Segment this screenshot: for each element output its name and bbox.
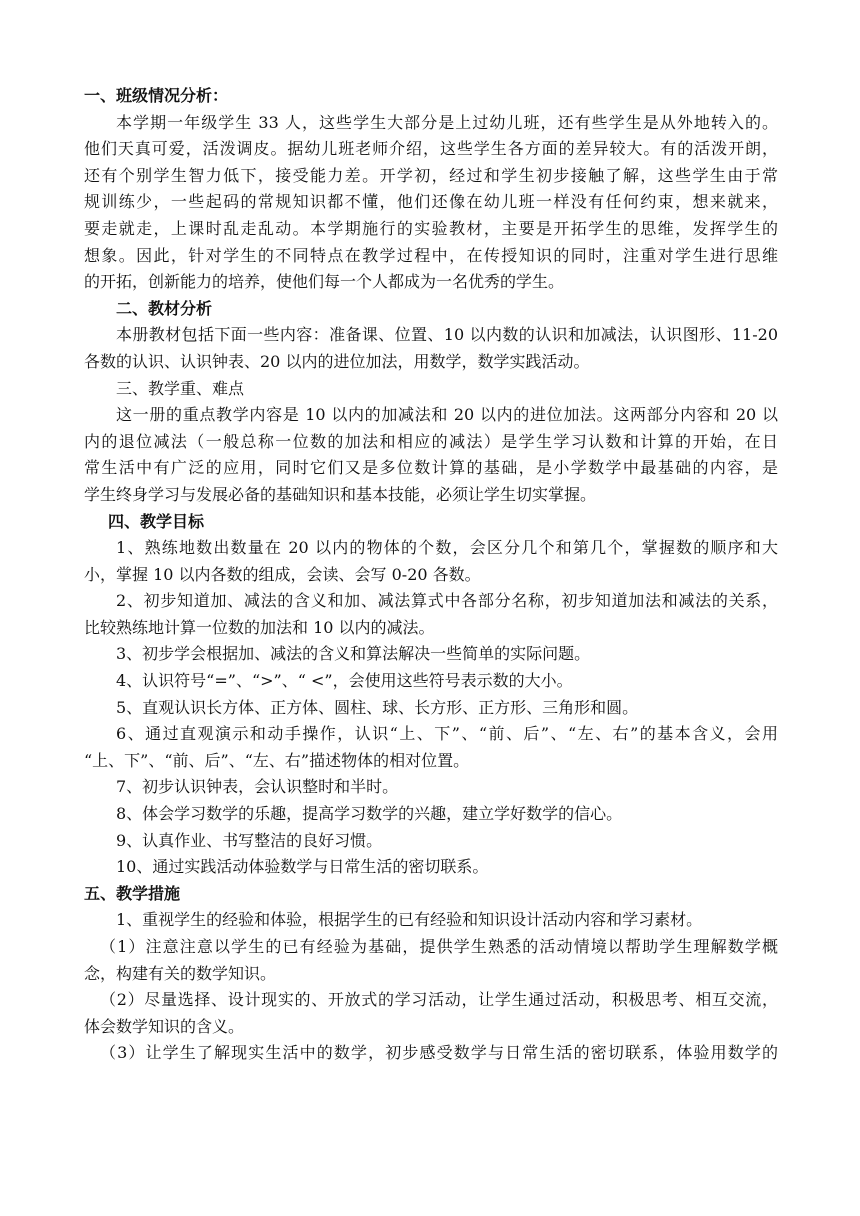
section-heading: 四、教学目标 xyxy=(108,511,205,531)
text-line: 8、体会学习数学的乐趣，提高学习数学的兴趣，建立学好数学的信心。 xyxy=(116,804,623,824)
text-line: 7、初步认识钟表，会认识整时和半时。 xyxy=(116,777,399,797)
text-line: 还有个别学生智力低下，接受能力差。开学初，经过和学生初步接触了解，这些学生由于常 xyxy=(84,165,778,185)
text-line: 5、直观认识长方体、正方体、圆柱、球、长方形、正方形、三角形和圆。 xyxy=(116,697,639,717)
text-line: 本学期一年级学生 33 人，这些学生大部分是上过幼儿班，还有些学生是从外地转入的。 xyxy=(116,112,778,132)
text-line: 这一册的重点教学内容是 10 以内的加减法和 20 以内的进位加法。这两部分内容和 20 以 xyxy=(116,405,778,425)
text-line: 小，掌握 10 以内各数的组成，会读、会写 0-20 各数。 xyxy=(84,564,481,584)
text-line: 想象。因此，针对学生的不同特点在教学过程中，在传授知识的同时，注重对学生进行思维 xyxy=(84,245,778,265)
text-line: 1、熟练地数出数量在 20 以内的物体的个数，会区分几个和第几个，掌握数的顺序和大 xyxy=(116,538,778,558)
text-line: 念，构建有关的数学知识。 xyxy=(84,963,277,983)
text-line: 要走就走，上课时乱走乱动。本学期施行的实验教材，主要是开拓学生的思维，发挥学生的 xyxy=(84,218,778,238)
section-heading: 五、教学措施 xyxy=(84,883,181,903)
text-line: “上、下”、“前、后”、“左、右”描述物体的相对位置。 xyxy=(84,750,470,770)
text-line: 三、教学重、难点 xyxy=(116,378,245,398)
text-line: 学生终身学习与发展必备的基础知识和基本技能，必须让学生切实掌握。 xyxy=(84,484,597,504)
text-line: 常生活中有广泛的应用，同时它们又是多位数计算的基础，是小学数学中最基础的内容，是 xyxy=(84,458,778,478)
text-line: 6、通过直观演示和动手操作，认识“上、下”、“前、后”、“左、右”的基本含义，会用 xyxy=(116,724,778,744)
text-line: 内的退位减法（一般总称一位数的加法和相应的减法）是学生学习认数和计算的开始，在日 xyxy=(84,431,778,451)
section-heading: 一、班级情况分析： xyxy=(84,86,229,105)
text-line: 规训练少，一些起码的常规知识都不懂，他们还像在幼儿班一样没有任何约束，想来就来， xyxy=(84,192,778,212)
text-line: 各数的认识、认识钟表、20 以内的进位加法，用数学，数学实践活动。 xyxy=(84,351,590,371)
text-line: 1、重视学生的经验和体验，根据学生的已有经验和知识设计活动内容和学习素材。 xyxy=(116,910,703,930)
text-line: 体会数学知识的含义。 xyxy=(84,1016,245,1036)
text-line: 比较熟练地计算一位数的加法和 10 以内的减法。 xyxy=(84,617,435,637)
text-line: 4、认识符号“=”、“>”、“ <”，会使用这些符号表示数的大小。 xyxy=(116,671,573,691)
text-line: 2、初步知道加、减法的含义和加、减法算式中各部分名称，初步知道加法和减法的关系， xyxy=(116,591,778,611)
text-line: （2）尽量选择、设计现实的、开放式的学习活动，让学生通过活动，积极思考、相互交流， xyxy=(100,990,778,1010)
text-line: 9、认真作业、书写整洁的良好习惯。 xyxy=(116,830,383,850)
text-line: 本册教材包括下面一些内容：准备课、位置、10 以内数的认识和加减法，认识图形、11-20 xyxy=(116,325,778,345)
text-line: 10、通过实践活动体验数学与日常生活的密切联系。 xyxy=(116,857,489,877)
text-line: 他们天真可爱，活泼调皮。据幼儿班老师介绍，这些学生各方面的差异较大。有的活泼开朗， xyxy=(84,139,778,159)
text-line: （3）让学生了解现实生活中的数学，初步感受数学与日常生活的密切联系，体验用数学的 xyxy=(100,1043,778,1063)
section-heading: 二、教材分析 xyxy=(116,298,213,318)
text-line: （1）注意注意以学生的已有经验为基础，提供学生熟悉的活动情境以帮助学生理解数学概 xyxy=(100,937,778,956)
text-line: 的开拓，创新能力的培养，使他们每一个人都成为一名优秀的学生。 xyxy=(84,272,565,292)
text-line: 3、初步学会根据加、减法的含义和算法解决一些简单的实际问题。 xyxy=(116,644,591,664)
document-body xyxy=(84,83,778,1067)
